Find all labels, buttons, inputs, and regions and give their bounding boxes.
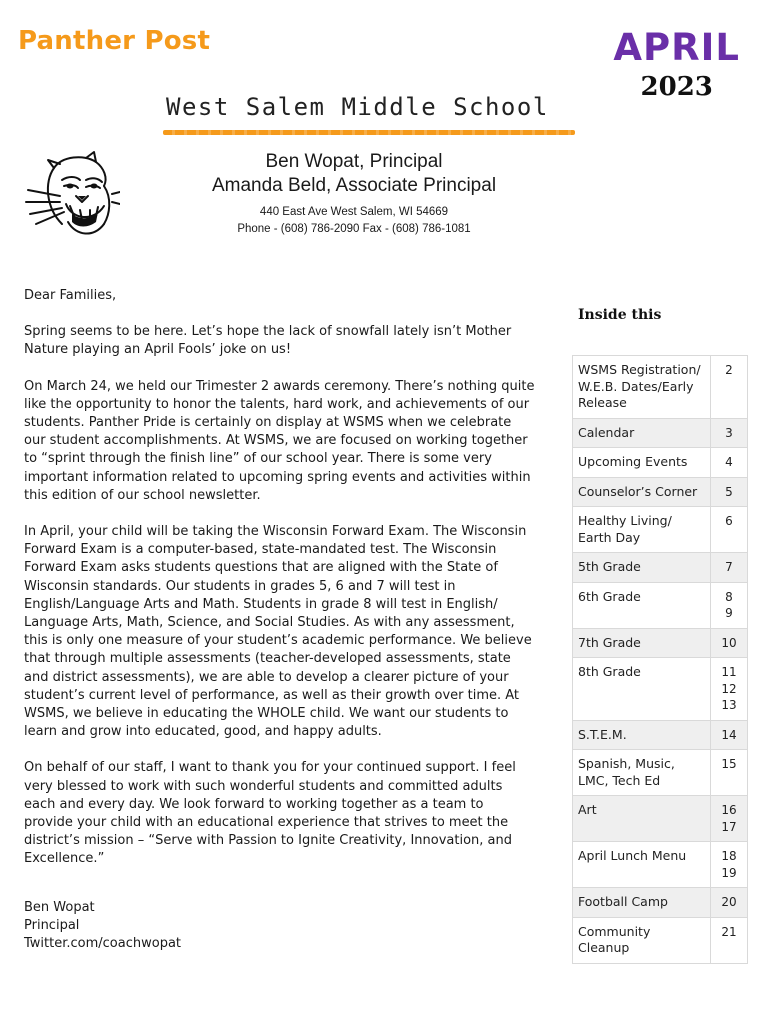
letter-paragraph: In April, your child will be taking the Wisconsin Forward Exam. The Wisconsin Forward Exam is a computer-based, state-mandated test. The Wisconsin Forward Exam asks students questions that are aligned with the State of Wisconsin standards. Our students in grades 5, 6 and 7 will test in English/Language Arts and Math. Students in grade 8 will test in English/ Language Arts, Math, Science, and Social Studies. As with any assessment, this is only one measure of your student’s academic performance. We believe that through multiple assessments (teacher-developed assessments, state and district assessments), we are able to develop a clearer picture of your student’s current level of performance, as well as their growth over time. At WSMS, we believe in educating the WHOLE child. We want our students to learn and grow into educated, good, and happy adults. <box>24 524 532 740</box>
letter-signature <box>24 899 536 954</box>
panther-head-logo <box>24 150 120 242</box>
inside-this-issue-table <box>572 355 748 964</box>
toc-row <box>573 553 748 583</box>
toc-topic: April Lunch Menu <box>573 842 711 888</box>
toc-row <box>573 888 748 918</box>
signature-name: Ben Wopat <box>24 899 95 915</box>
associate-principal-name: Amanda Beld, Associate Principal <box>211 175 497 196</box>
orange-divider <box>163 130 575 135</box>
toc-row <box>573 658 748 721</box>
toc-page-number: 21 <box>711 917 748 963</box>
toc-row <box>573 507 748 553</box>
phone-fax: Phone - (608) 786-2090 Fax - (608) 786-1081 <box>237 223 471 235</box>
toc-topic: 8th Grade <box>573 658 711 721</box>
toc-topic: S.T.E.M. <box>573 720 711 750</box>
issue-month: APRIL <box>613 26 740 69</box>
issue-year: 2023 <box>640 72 713 102</box>
toc-row <box>573 842 748 888</box>
toc-topic: Upcoming Events <box>573 448 711 478</box>
toc-row <box>573 796 748 842</box>
toc-row <box>573 477 748 507</box>
toc-topic: Art <box>573 796 711 842</box>
toc-page-number: 4 <box>711 448 748 478</box>
school-name: West Salem Middle School <box>166 93 549 121</box>
toc-topic: 6th Grade <box>573 582 711 628</box>
toc-row <box>573 628 748 658</box>
toc-page-number: 20 <box>711 888 748 918</box>
letter-paragraph: On behalf of our staff, I want to thank you for your continued support. I feel very blessed to work with such wonderful students and committed adults each and every day. We look forward to working together as a team to provide your child with an educational experience that strives to meet the district’s mission – “Serve with Passion to Ignite Creativity, Innovation, and Excellence.” <box>24 760 516 867</box>
toc-topic: Counselor’s Corner <box>573 477 711 507</box>
toc-page-number: 18 19 <box>711 842 748 888</box>
toc-topic: WSMS Registration/ W.E.B. Dates/Early Release <box>573 356 711 419</box>
issue-date <box>613 28 740 102</box>
toc-page-number: 2 <box>711 356 748 419</box>
toc-topic: Healthy Living/ Earth Day <box>573 507 711 553</box>
toc-row <box>573 356 748 419</box>
toc-row <box>573 448 748 478</box>
principal-name: Ben Wopat, Principal <box>265 151 443 172</box>
toc-page-number: 15 <box>711 750 748 796</box>
inside-this-title: Inside this <box>578 307 662 323</box>
school-address: 440 East Ave West Salem, WI 54669 <box>259 206 449 218</box>
toc-topic: Football Camp <box>573 888 711 918</box>
toc-topic: Community Cleanup <box>573 917 711 963</box>
letter-paragraph: On March 24, we held our Trimester 2 awards ceremony. There’s nothing quite like the opportunity to honor the talents, hard work, and achievements of our students. Panther Pride is certainly on display at WSMS when we celebrate our student accomplishments. At WSMS, we are focused on working together to “sprint through the finish line” of our school year. There is some very important information related to upcoming spring events and activities within this edition of our school newsletter. <box>24 378 535 503</box>
toc-page-number: 5 <box>711 477 748 507</box>
toc-page-number: 6 <box>711 507 748 553</box>
toc-topic: Spanish, Music, LMC, Tech Ed <box>573 750 711 796</box>
signature-twitter: Twitter.com/coachwopat <box>24 936 182 952</box>
signature-title: Principal <box>24 917 80 933</box>
toc-row <box>573 418 748 448</box>
toc-row <box>573 582 748 628</box>
newsletter-masthead: Panther Post <box>18 26 211 56</box>
toc-page-number: 3 <box>711 418 748 448</box>
toc-row <box>573 750 748 796</box>
toc-page-number: 16 17 <box>711 796 748 842</box>
toc-page-number: 8 9 <box>711 582 748 628</box>
toc-page-number: 11 12 13 <box>711 658 748 721</box>
toc-topic: 7th Grade <box>573 628 711 658</box>
toc-page-number: 10 <box>711 628 748 658</box>
toc-row <box>573 720 748 750</box>
toc-row <box>573 917 748 963</box>
toc-topic: Calendar <box>573 418 711 448</box>
toc-page-number: 7 <box>711 553 748 583</box>
toc-topic: 5th Grade <box>573 553 711 583</box>
letter-greeting: Dear Families, <box>24 288 117 303</box>
toc-page-number: 14 <box>711 720 748 750</box>
letter-paragraph: Spring seems to be here. Let’s hope the lack of snowfall lately isn’t Mother Nature playing an April Fools’ joke on us! <box>24 324 512 358</box>
principal-letter <box>24 287 536 953</box>
administration-contact <box>180 150 528 238</box>
